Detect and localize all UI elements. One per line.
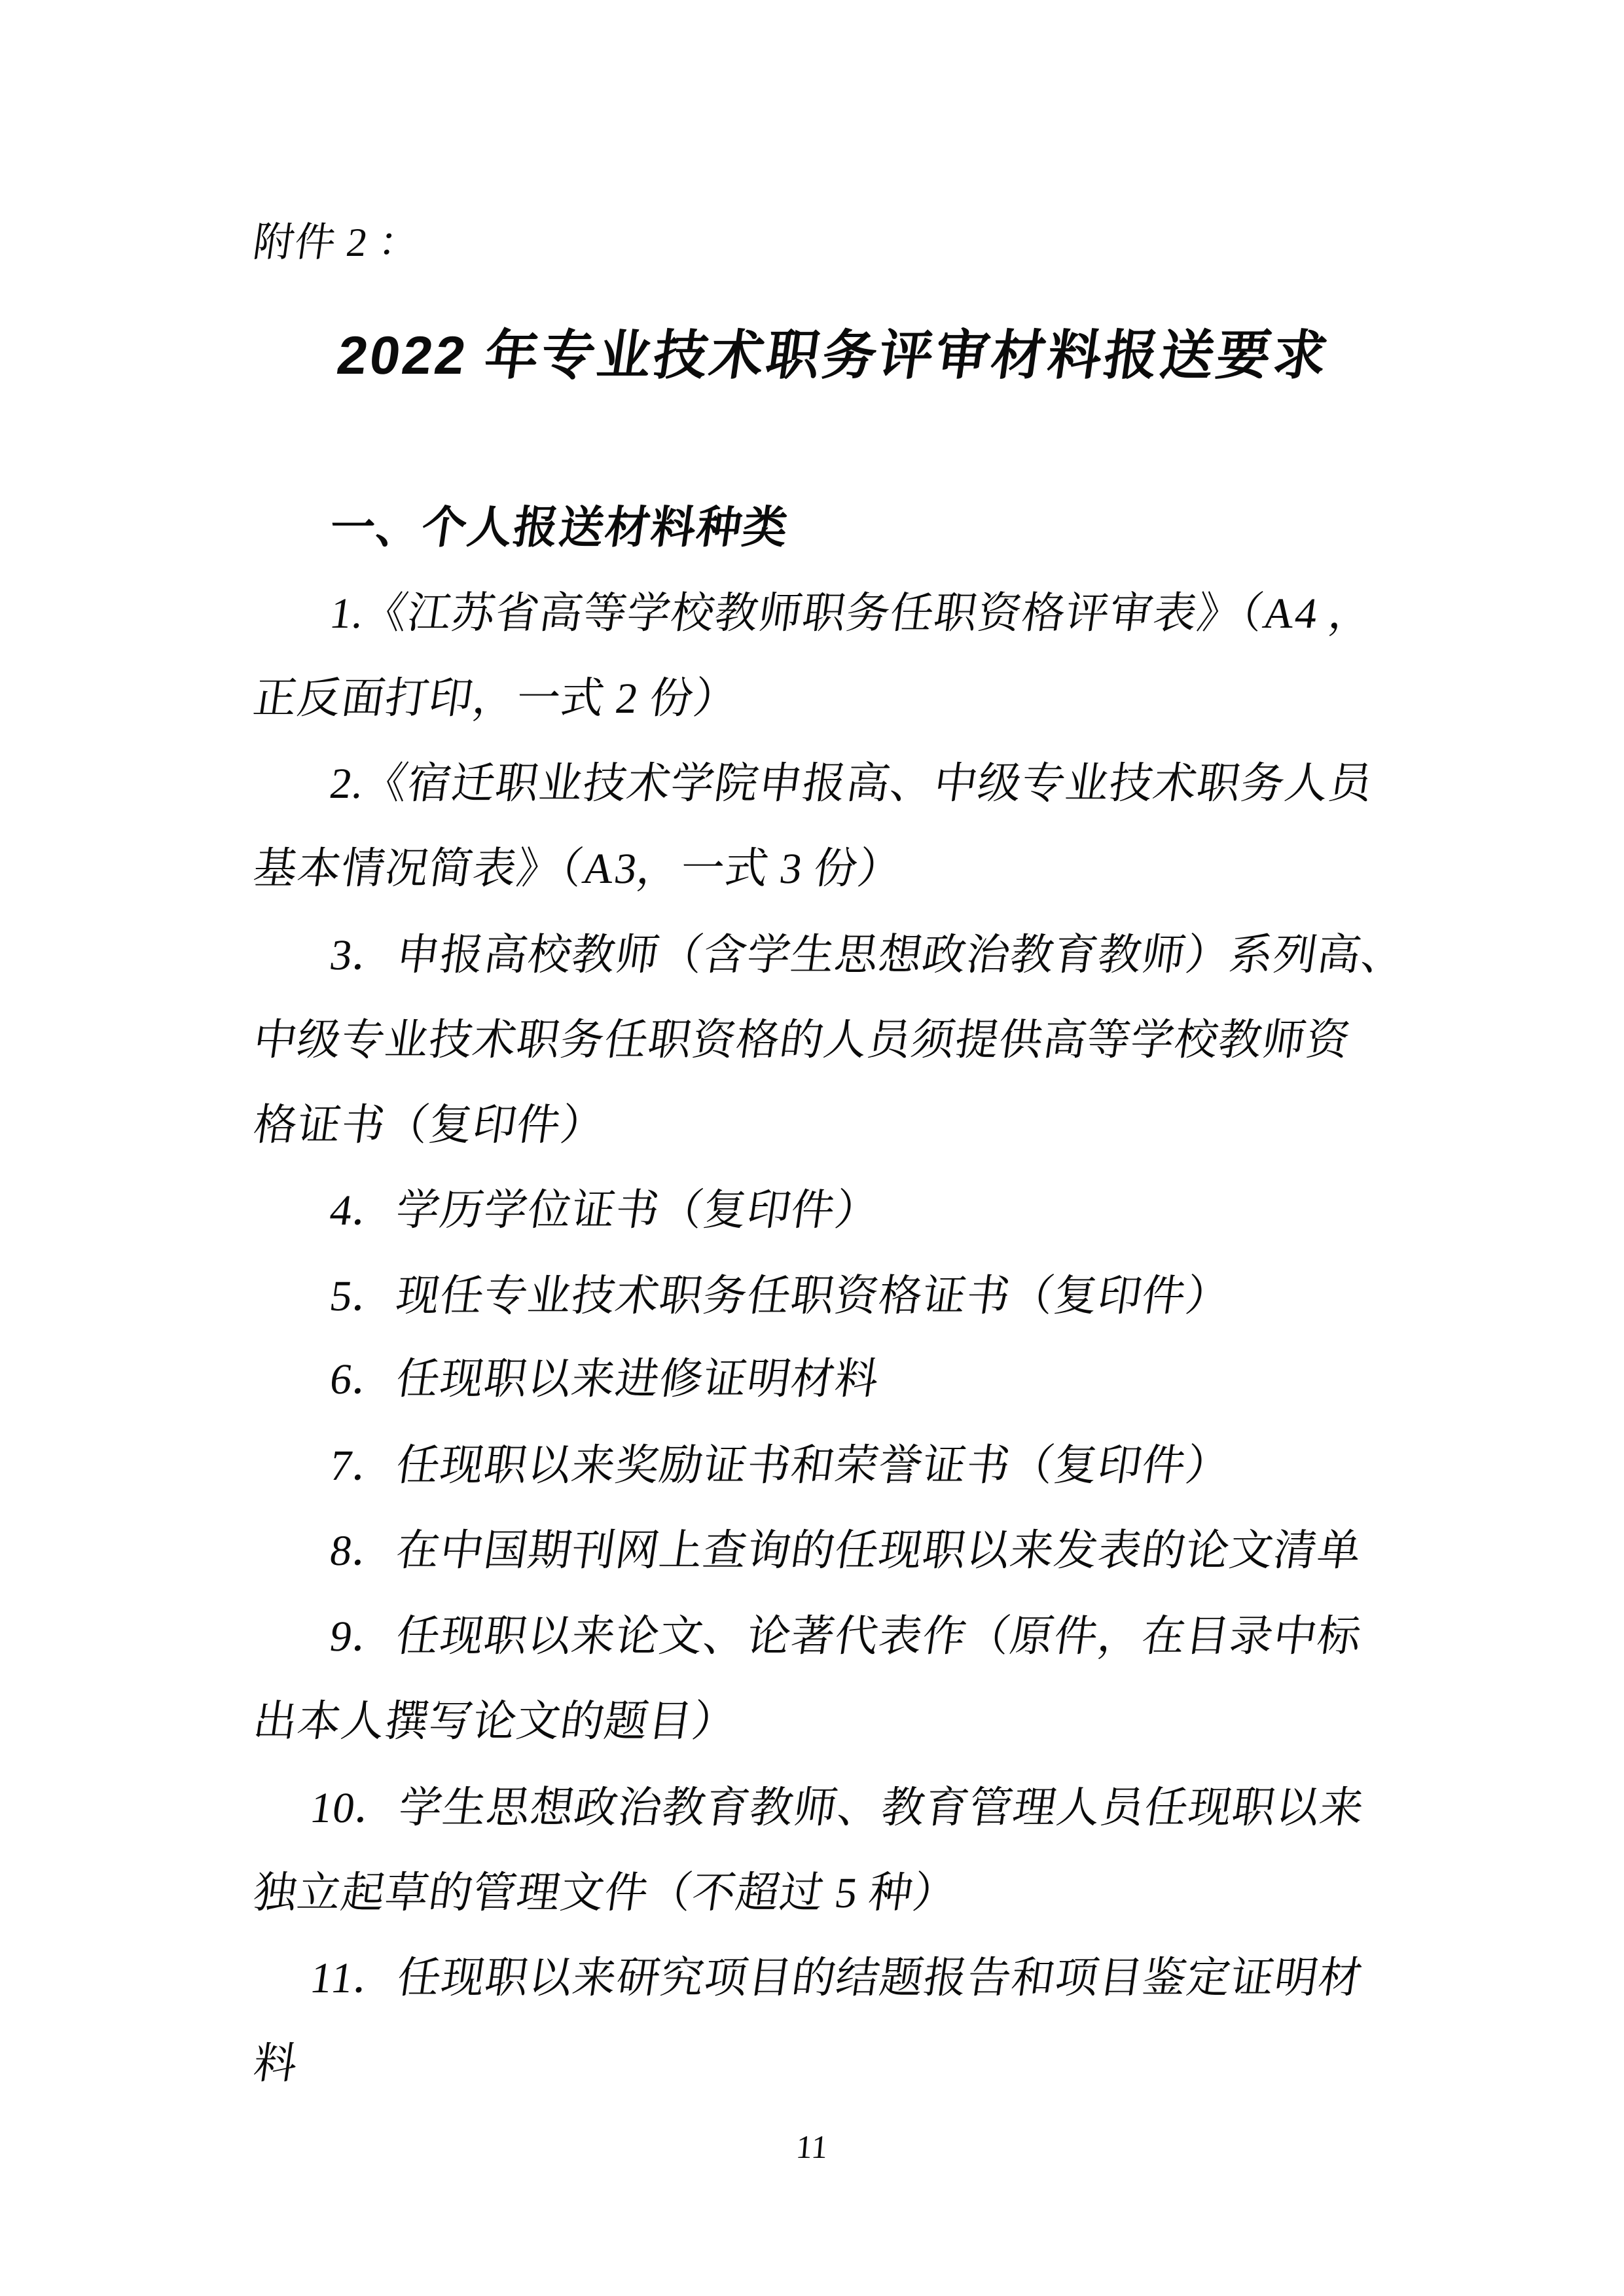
item-9-line-2: 出本人撰写论文的题目） xyxy=(250,1698,740,1746)
item-10-line-2: 独立起草的管理文件（不超过 5 种） xyxy=(250,1869,960,1917)
page-number: 11 xyxy=(794,2128,830,2165)
item-2-line-2: 基本情况简表》（A3，一式 3 份） xyxy=(250,845,905,893)
item-11-line-2: 料 xyxy=(250,2040,301,2088)
item-1-line-1: 1.《江苏省高等学校教师职务任职资格评审表》（A4 ， xyxy=(327,590,1377,637)
item-11-line-1: 11．任现职以来研究项目的结题报告和项目鉴定证明材 xyxy=(307,1954,1366,2002)
item-2-line-1: 2.《宿迁职业技术学院申报高、中级专业技术职务人员 xyxy=(327,760,1377,808)
item-4-line-1: 4．学历学位证书（复印件） xyxy=(327,1187,882,1234)
attachment-label: 附件 2 ： xyxy=(250,221,424,265)
item-7-line-1: 7．任现职以来奖励证书和荣誉证书（复印件） xyxy=(327,1442,1233,1490)
item-10-line-1: 10．学生思想政治教育教师、教育管理人员任现职以来 xyxy=(307,1784,1367,1832)
item-3-line-3: 格证书（复印件） xyxy=(250,1102,608,1149)
item-5-line-1: 5．现任专业技术职务任职资格证书（复印件） xyxy=(327,1272,1233,1320)
section-heading-personal-materials: 一、个人报送材料种类 xyxy=(327,503,793,552)
item-3-line-2: 中级专业技术职务任职资格的人员须提供高等学校教师资 xyxy=(250,1016,1354,1064)
item-6-line-1: 6．任现职以来进修证明材料 xyxy=(327,1355,882,1403)
item-1-line-2: 正反面打印，一式 2 份） xyxy=(250,675,741,723)
document-title: 2022 年专业技术职务评审材料报送要求 xyxy=(333,326,1334,386)
item-3-line-1: 3．申报高校教师（含学生思想政治教育教师）系列高、 xyxy=(327,931,1409,979)
item-9-line-1: 9．任现职以来论文、论著代表作（原件，在目录中标 xyxy=(327,1613,1365,1660)
item-8-line-1: 8．在中国期刊网上查询的任现职以来发表的论文清单 xyxy=(327,1527,1365,1575)
